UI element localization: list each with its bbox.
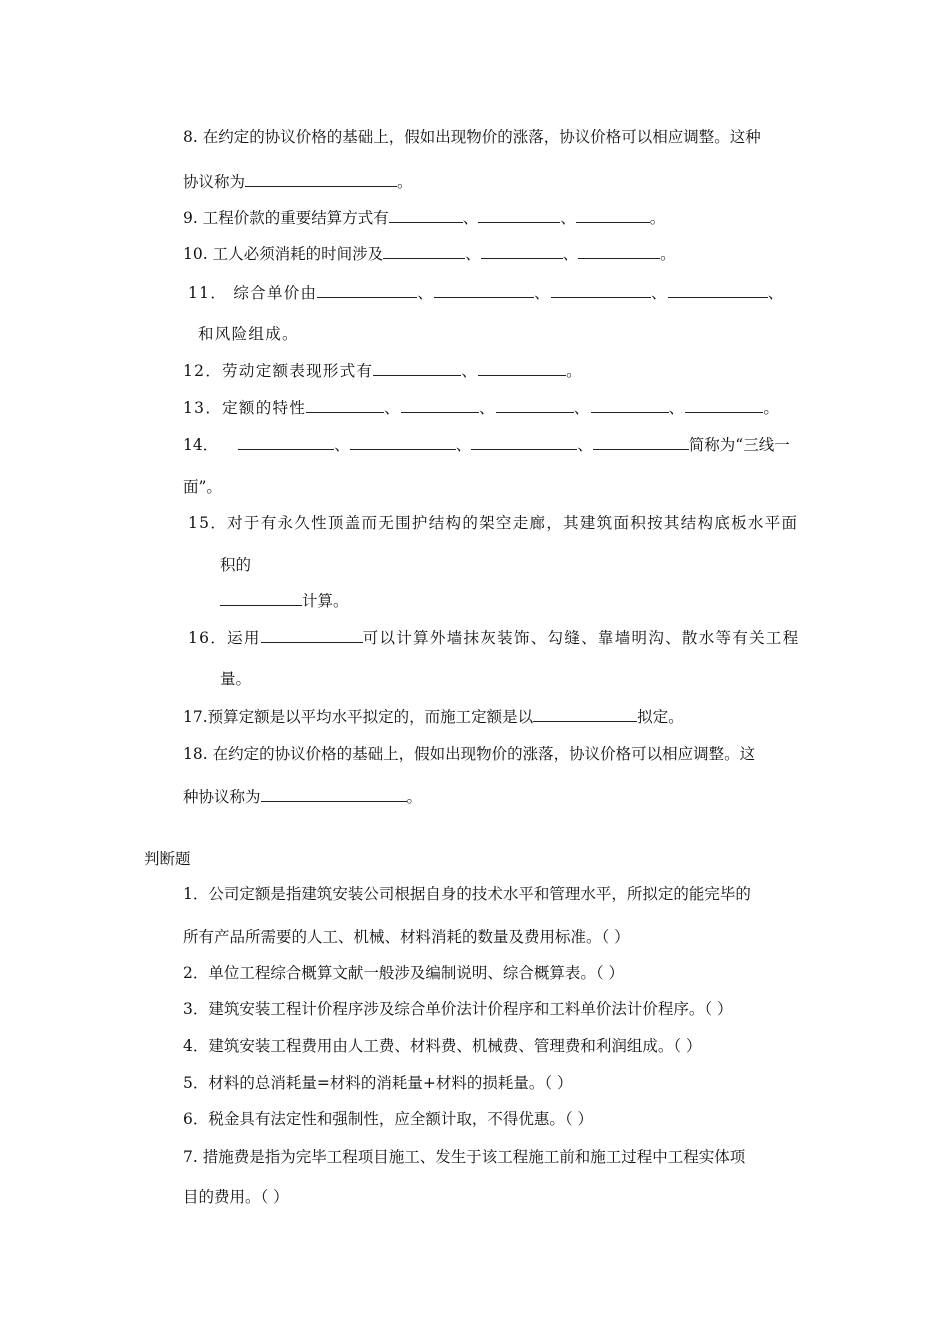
judgment-item-2: 2．单位工程综合概算文献一般涉及编制说明、综合概算表。（ ） — [183, 964, 625, 982]
judgment-item-7-cont: 目的费用。（ ） — [183, 1188, 289, 1206]
answer-blank[interactable] — [481, 243, 563, 259]
q12-line: 12．劳动定额表现形式有 、 。 — [183, 362, 583, 380]
q15-line-2: 积的 — [220, 556, 252, 574]
answer-blank[interactable] — [261, 627, 363, 643]
answer-blank[interactable] — [478, 207, 560, 223]
q14-line-2: 面”。 — [183, 478, 222, 496]
q18-line-2: 种协议称为 。 — [183, 788, 423, 806]
q15-line-3: 计算。 — [220, 590, 349, 612]
q11-line-1: 11． 综合单价由 、 、 、 、 — [188, 284, 785, 302]
answer-blank[interactable] — [685, 397, 763, 413]
q11-line-2: 和风险组成。 — [198, 325, 299, 343]
answer-blank[interactable] — [593, 434, 689, 450]
q11-text: 11． 综合单价由 — [188, 284, 318, 302]
judgment-item-4: 4．建筑安装工程费用由人工费、材料费、机械费、管理费和利润组成。（ ） — [183, 1037, 702, 1055]
answer-blank[interactable] — [350, 434, 456, 450]
q10-text: 10. 工人必须消耗的时间涉及 — [183, 245, 384, 263]
judgment-item-1: 1．公司定额是指建筑安装公司根据自身的技术水平和管理水平，所拟定的能完毕的 — [183, 885, 751, 903]
answer-blank[interactable] — [434, 282, 534, 298]
judgment-item-5: 5．材料的总消耗量=材料的消耗量+材料的损耗量。（ ） — [183, 1074, 573, 1092]
answer-blank[interactable] — [471, 434, 577, 450]
q14-line-1: 14． 、 、 、 简称为“三线一 — [183, 436, 790, 454]
q16-text: 16．运用 — [188, 629, 261, 647]
judgment-item-1-cont: 所有产品所需要的人工、机械、材料消耗的数量及费用标准。（ ） — [183, 928, 630, 946]
answer-blank[interactable] — [306, 397, 384, 413]
q18-line-1 — [183, 743, 755, 765]
q16-line-2: 量。 — [220, 670, 252, 688]
q15-line-1 — [188, 512, 798, 534]
section-heading-judgment: 判断题 — [144, 850, 191, 868]
q16-line-1: 16．运用 可以计算外墙抹灰装饰、勾缝、靠墙明沟、散水等有关工程 — [188, 629, 800, 647]
judgment-item-7: 7. 措施费是指为完毕工程项目施工、发生于该工程施工前和施工过程中工程实体项 — [183, 1148, 746, 1166]
judgment-item-6: 6．税金具有法定性和强制性，应全额计取，不得优惠。（ ） — [183, 1110, 594, 1128]
q14-text: 14． — [183, 436, 219, 454]
answer-blank[interactable] — [383, 243, 465, 259]
q13-text: 13．定额的特性 — [183, 399, 307, 417]
answer-blank[interactable] — [551, 282, 651, 298]
q13-line: 13．定额的特性 、 、 、 、 。 — [183, 399, 781, 417]
q8-line-1 — [183, 126, 761, 148]
answer-blank[interactable] — [389, 207, 463, 223]
judgment-item-3: 3．建筑安装工程计价程序涉及综合单价法计价程序和工料单价法计价程序。（ ） — [183, 1000, 733, 1018]
answer-blank[interactable] — [373, 360, 461, 376]
q8-line-2: 协议称为 。 — [183, 173, 413, 191]
answer-blank[interactable] — [261, 786, 407, 802]
answer-blank[interactable] — [245, 171, 397, 187]
answer-blank[interactable] — [578, 243, 660, 259]
answer-blank[interactable] — [478, 360, 566, 376]
q18-text: 18. 在约定的协议价格的基础上，假如出现物价的涨落，协议价格可以相应调整。这 — [183, 745, 756, 763]
answer-blank[interactable] — [401, 397, 479, 413]
answer-blank[interactable] — [576, 207, 650, 223]
q9-line: 9. 工程价款的重要结算方式有 、 、 。 — [183, 209, 666, 227]
q9-text: 9. 工程价款的重要结算方式有 — [183, 209, 389, 227]
q8-text: 8. 在约定的协议价格的基础上，假如出现物价的涨落，协议价格可以相应调整。这种 — [183, 128, 761, 146]
q15-text: 15．对于有永久性顶盖而无围护结构的架空走廊，其建筑面积按其结构底板水平面 — [188, 514, 799, 532]
answer-blank[interactable] — [668, 282, 768, 298]
q17-line: 17.预算定额是以平均水平拟定的，而施工定额是以 拟定。 — [183, 708, 684, 726]
q10-line: 10. 工人必须消耗的时间涉及 、 、 。 — [183, 245, 676, 263]
answer-blank[interactable] — [591, 397, 669, 413]
q17-text: 17.预算定额是以平均水平拟定的，而施工定额是以 — [183, 708, 534, 726]
answer-blank[interactable] — [496, 397, 574, 413]
answer-blank[interactable] — [238, 434, 334, 450]
answer-blank[interactable] — [533, 706, 637, 722]
q12-text: 12．劳动定额表现形式有 — [183, 362, 374, 380]
answer-blank[interactable] — [220, 590, 302, 606]
q8-text-2: 协议称为 — [183, 173, 246, 191]
answer-blank[interactable] — [317, 282, 417, 298]
